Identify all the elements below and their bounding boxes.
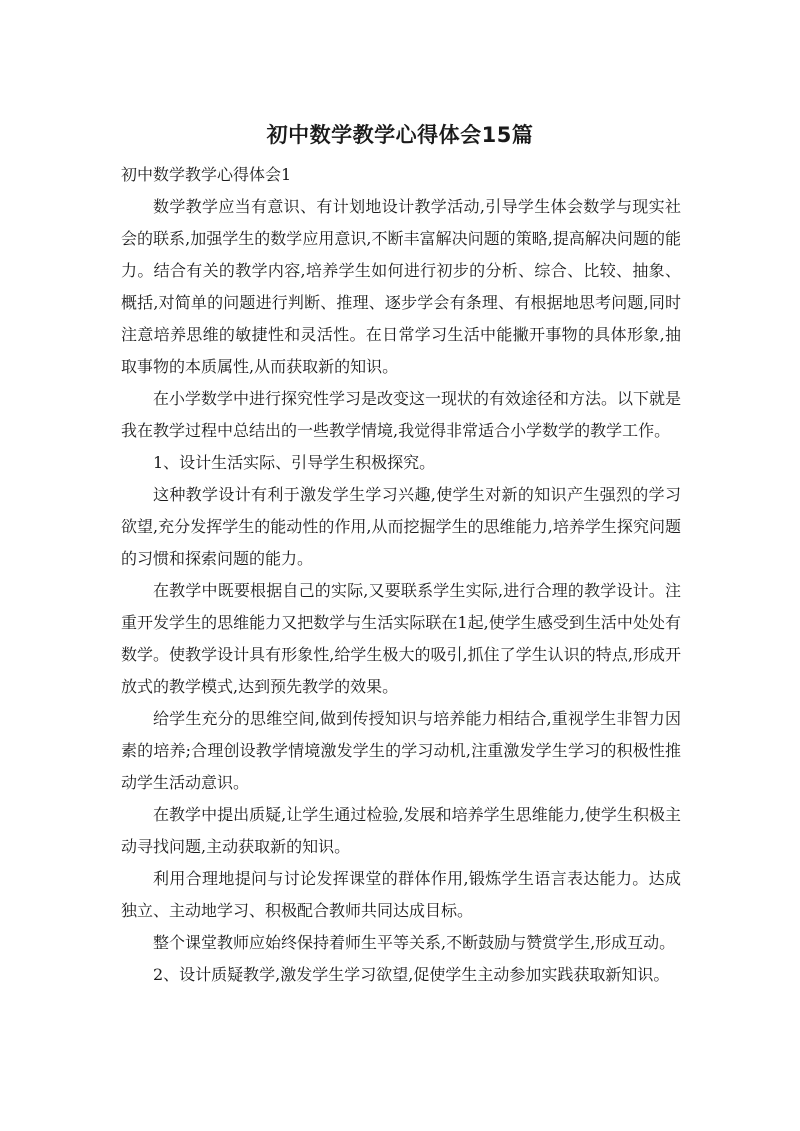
numbered-heading: 2、设计质疑教学,激发学生学习欲望,促使学生主动参加实践获取新知识。 xyxy=(153,965,670,984)
section-title: 初中数学教学心得体会1 xyxy=(121,165,292,184)
paragraph: 给学生充分的思维空间,做到传授知识与培养能力相结合,重视学生非智力因素的培养;合理创设教学情境激发学生的学习动机,注重激发学生学习的积极性推动学生活动意识。 xyxy=(121,709,681,792)
numbered-heading: 1、设计生活实际、引导学生积极探究。 xyxy=(153,453,436,472)
paragraph: 在教学中提出质疑,让学生通过检验,发展和培养学生思维能力,使学生积极主动寻找问题,主动获取新的知识。 xyxy=(121,805,681,856)
paragraph: 这种教学设计有利于激发学生学习兴趣,使学生对新的知识产生强烈的学习欲望,充分发挥学生的能动性的作用,从而挖掘学生的思维能力,培养学生探究问题的习惯和探索问题的能力。 xyxy=(121,485,681,568)
document-title: 初中数学教学心得体会15篇 xyxy=(266,123,534,147)
paragraph: 利用合理地提问与讨论发挥课堂的群体作用,锻炼学生语言表达能力。达成独立、主动地学习、积极配合教师共同达成目标。 xyxy=(121,869,681,920)
paragraph: 在小学数学中进行探究性学习是改变这一现状的有效途径和方法。以下就是我在教学过程中总结出的一些教学情境,我觉得非常适合小学数学的教学工作。 xyxy=(121,389,682,440)
paragraph: 数学教学应当有意识、有计划地设计教学活动,引导学生体会数学与现实社会的联系,加强学生的数学应用意识,不断丰富解决问题的策略,提高解决问题的能力。结合有关的教学内容,培养学生如何进行初步的分析、综合、比较、抽象、概括,对简单的问题进行判断、推理、逐步学会有条理、有根据地思考问题,同时注意培养思维的敏捷性和灵活性。在日常学习生活中能撇开事物的具体形象,抽取事物的本质属性,从而获取新的知识。 xyxy=(121,197,681,376)
document-body xyxy=(121,159,681,991)
paragraph: 在教学中既要根据自己的实际,又要联系学生实际,进行合理的教学设计。注重开发学生的思维能力又把数学与生活实际联在1起,使学生感受到生活中处处有数学。使教学设计具有形象性,给学生极大的吸引,抓住了学生认识的特点,形成开放式的教学模式,达到预先教学的效果。 xyxy=(121,581,681,696)
paragraph: 整个课堂教师应始终保持着师生平等关系,不断鼓励与赞赏学生,形成互动。 xyxy=(153,933,676,952)
